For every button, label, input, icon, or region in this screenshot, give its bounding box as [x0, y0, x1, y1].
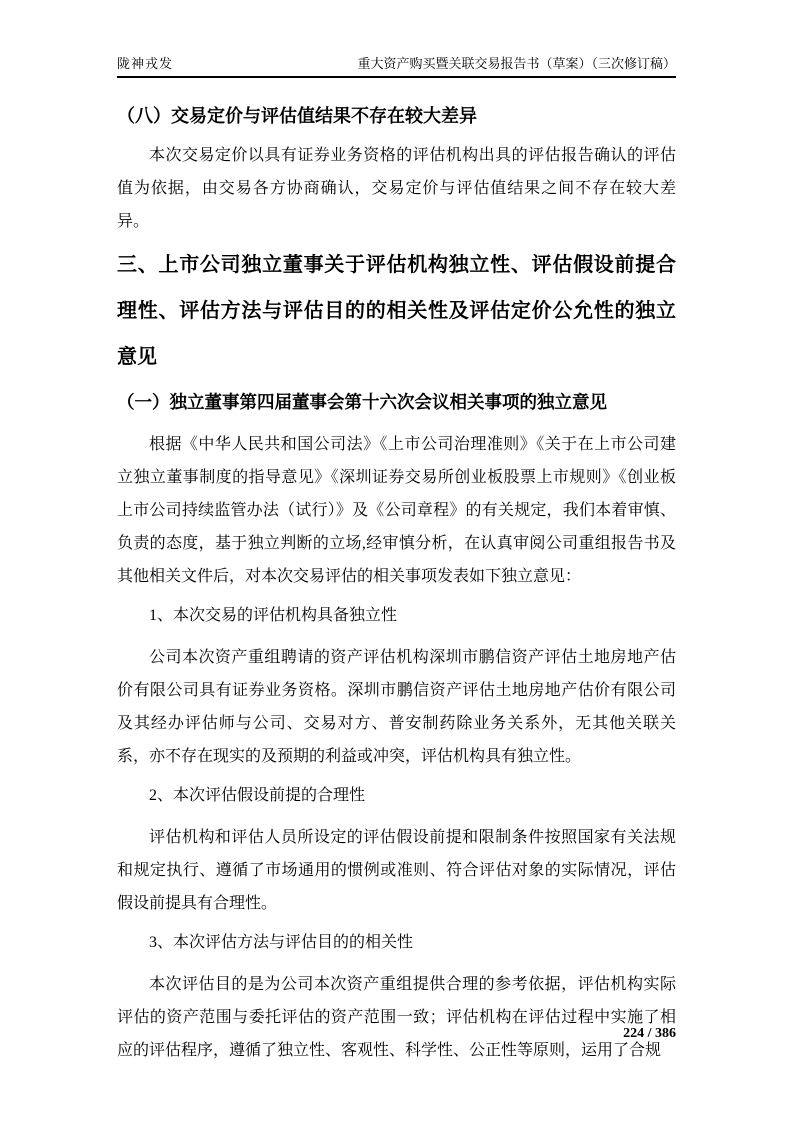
numbered-item-3: 3、本次评估方法与评估目的的相关性 — [149, 934, 414, 951]
running-header — [117, 0, 676, 78]
paragraph-item-3: 本次评估目的是为公司本次资产重组提供合理的参考依据，评估机构实际评估的资产范围与委托评估的资产范围一致；评估机构在评估过程中实施了相应的评估程序，遵循了独立性、客观性、科学性、公正性等原则，运用了合规 — [117, 976, 676, 1059]
paragraph-item-2: 评估机构和评估人员所设定的评估假设前提和限制条件按照国家有关法规和规定执行、遵循了市场通用的惯例或准则、符合评估对象的实际情况，评估假设前提具有合理性。 — [117, 829, 676, 912]
page-number: 224 / 386 — [623, 1026, 676, 1041]
header-company-name: 陇神戎发 — [117, 56, 174, 71]
section-heading-8: （八）交易定价与评估值结果不存在较大差异 — [117, 106, 477, 126]
chapter-heading-3: 三、上市公司独立董事关于评估机构独立性、评估假设前提合理性、评估方法与评估目的的相关性及评估定价公允性的独立意见 — [117, 254, 676, 368]
header-report-title: 重大资产购买暨关联交易报告书（草案）（三次修订稿） — [357, 56, 676, 71]
paragraph-pricing-conclusion: 本次交易定价以具有证券业务资格的评估机构出具的评估报告确认的评估值为依据，由交易各方协商确认，交易定价与评估值结果之间不存在较大差异。 — [117, 147, 676, 230]
paragraph-legal-basis: 根据《中华人民共和国公司法》《上市公司治理准则》《关于在上市公司建立独立董事制度的指导意见》《深圳证券交易所创业板股票上市规则》《创业板上市公司持续监管办法（试行）》及《公司章程》的有关规定，我们本着审慎、负责的态度，基于独立判断的立场,经审慎分析，在认真审阅公司重组报告书及其他相关文件后，对本次交易评估的相关事项发表如下独立意见： — [117, 436, 676, 585]
numbered-item-1: 1、本次交易的评估机构具备独立性 — [149, 607, 398, 624]
paragraph-item-1: 公司本次资产重组聘请的资产评估机构深圳市鹏信资产评估土地房地产估价有限公司具有证券业务资格。深圳市鹏信资产评估土地房地产估价有限公司及其经办评估师与公司、交易对方、普安制药除业务关系外，无其他关联关系，亦不存在现实的及预期的利益或冲突，评估机构具有独立性。 — [117, 649, 676, 765]
subsection-heading-1: （一）独立董事第四届董事会第十六次会议相关事项的独立意见 — [117, 392, 607, 412]
numbered-item-2: 2、本次评估假设前提的合理性 — [149, 787, 366, 804]
